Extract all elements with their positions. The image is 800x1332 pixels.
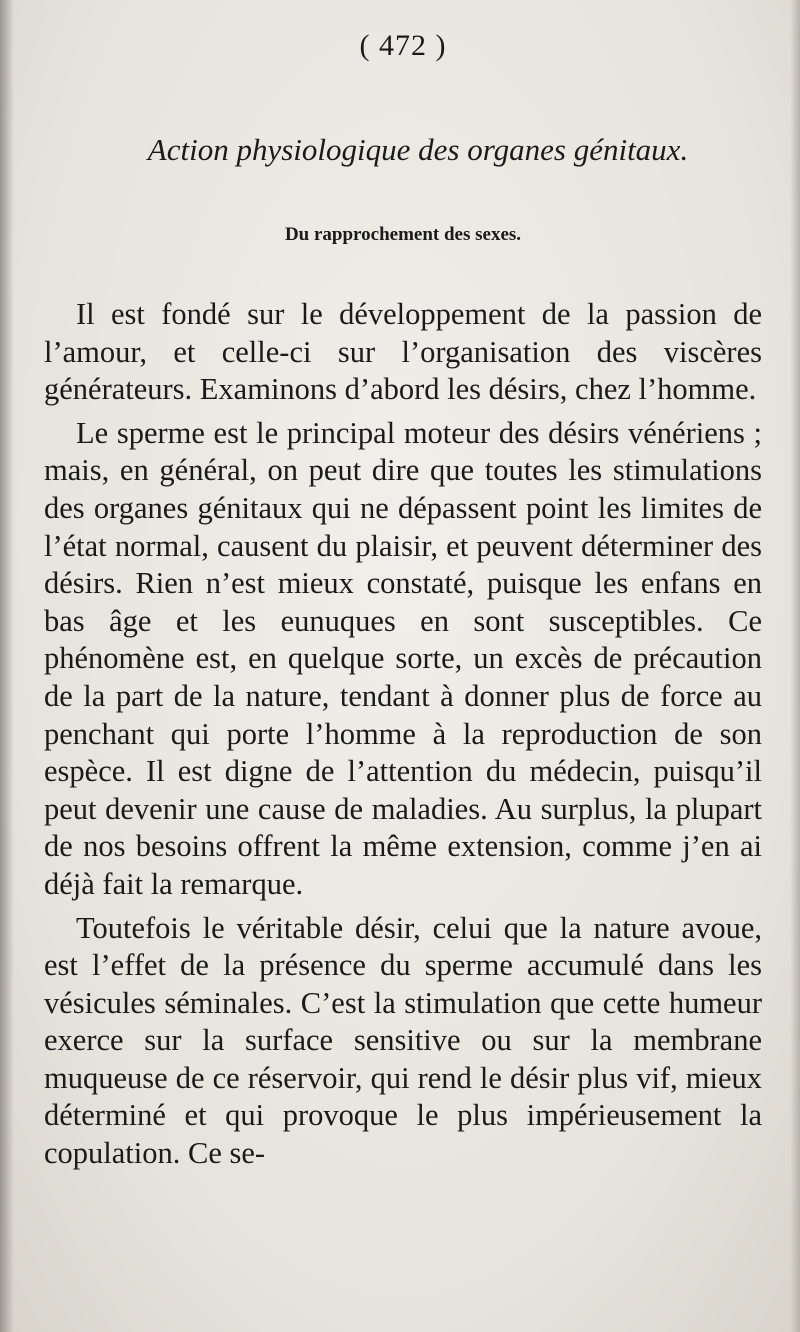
page-edge-shadow-left: [0, 0, 14, 1332]
paragraph-2: Le sperme est le principal moteur des désirs vénériens ; mais, en général, on peut dire que toutes les stimulations des organes génitaux qui ne dépassent point les limites de l’état normal, causent du plaisir, et peuvent déterminer des désirs. Rien n’est mieux constaté, puisque les enfans en bas âge et les eunuques en sont susceptibles. Ce phénomène est, en quelque sorte, un excès de précaution de la part de la nature, tendant à donner plus de force au penchant qui porte l’homme à la reproduction de son espèce. Il est digne de l’attention du médecin, puisqu’il peut devenir une cause de maladies. Au surplus, la plupart de nos besoins offrent la même extension, comme j’en ai déjà fait la remarque.: [44, 415, 762, 901]
section-title: Action physiologique des organes génitaux.: [147, 132, 689, 167]
subsection-title: Du rapprochement des sexes.: [284, 224, 522, 245]
paragraph-3: Toutefois le véritable désir, celui que la nature avoue, est l’effet de la présence du sperme accumulé dans les vésicules séminales. C’est la stimulation que cette humeur exerce sur la surface sensitive ou sur la membrane muqueuse de ce réservoir, qui rend le désir plus vif, mieux déterminé et qui provoque le plus impérieusement la copulation. Ce se-: [44, 910, 762, 1171]
paragraph-1: Il est fondé sur le développement de la passion de l’amour, et celle-ci sur l’organisation des viscères générateurs. Examinons d’abord les désirs, chez l’homme.: [44, 297, 762, 407]
page-content: [44, 26, 762, 1179]
page-edge-shadow-right: [790, 0, 800, 1332]
page-number: ( 472 ): [359, 29, 447, 62]
body-text: [44, 296, 762, 1173]
